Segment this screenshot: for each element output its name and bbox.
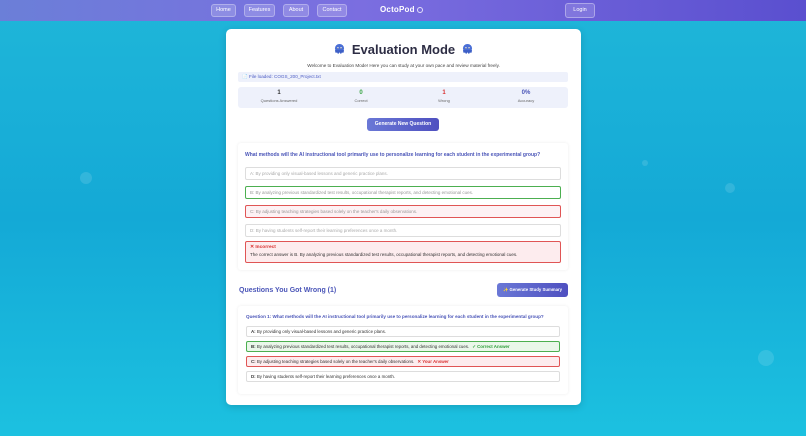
background-bubble (758, 350, 774, 366)
brand-logo[interactable] (380, 5, 423, 14)
page-title-text: Evaluation Mode (351, 42, 456, 57)
octopus-icon (333, 43, 346, 56)
feedback-text: The correct answer is B. By analyzing previous standardized test results, occupational therapist reports, and detecting emotional cues. (250, 252, 518, 257)
nav-contact-button[interactable]: Contact (317, 4, 347, 17)
stat-wrong (403, 90, 485, 103)
correct-answer-tag: ✓ Correct Answer (472, 344, 510, 349)
top-navbar (0, 0, 806, 21)
login-button[interactable]: Login (565, 3, 595, 18)
answer-option-b[interactable]: B: By analyzing previous standardized test results, occupational therapist reports, and detecting emotional cues. (245, 186, 561, 199)
nav-features-button[interactable]: Features (244, 4, 275, 17)
review-option-b (246, 341, 560, 352)
background-bubble (642, 160, 648, 166)
page-subtitle: Welcome to Evaluation Mode! Here you can study at your own pace and review material freely. (307, 63, 500, 68)
wrong-question-review (238, 306, 568, 394)
evaluation-card (226, 29, 581, 405)
question-box (238, 143, 568, 270)
generate-question-button[interactable]: Generate New Question (367, 118, 439, 131)
stat-value: 1 (277, 90, 281, 96)
stat-value: 0 (359, 90, 363, 96)
question-text: What methods will the AI instructional tool primarily use to personalize learning for each student in the experimental group? (245, 152, 541, 158)
stat-correct (320, 90, 402, 103)
review-option-c (246, 356, 560, 367)
stat-label: Questions Answered (260, 98, 298, 103)
your-answer-tag: ✕ Your Answer (417, 359, 449, 364)
octopus-logo-icon (417, 7, 423, 13)
option-text: By providing only visual-based lessons and generic practice plans. (256, 329, 386, 334)
stat-questions-answered (238, 90, 320, 103)
background-bubble (725, 183, 735, 193)
wrong-questions-heading: Questions You Got Wrong (1) (239, 287, 337, 294)
feedback-title: ✕ Incorrect (250, 245, 276, 250)
answer-option-d[interactable]: D: By having students self-report their learning preferences once a month. (245, 224, 561, 237)
option-text: By analyzing previous standardized test results, occupational therapist reports, and detecting emotional cues. (256, 344, 470, 349)
option-text: By adjusting teaching strategies based solely on the teacher's daily observations. (256, 359, 415, 364)
review-question-text: Question 1: What methods will the AI instructional tool primarily use to personalize learning for each student in the experimental group? (246, 314, 544, 319)
option-letter: D: (251, 374, 256, 379)
page-title (226, 42, 581, 57)
generate-study-summary-button[interactable]: ✨ Generate Study Summary (497, 283, 568, 297)
stat-label: Wrong (438, 98, 450, 103)
stat-label: Correct (354, 98, 368, 103)
option-text: By having students self-report their learning preferences once a month. (256, 374, 396, 379)
option-letter: B: (251, 344, 256, 349)
review-option-a (246, 326, 560, 337)
option-letter: C: (251, 359, 256, 364)
brand-name: OctoPod (380, 5, 415, 14)
octopus-icon (461, 43, 474, 56)
option-letter: A: (251, 329, 256, 334)
nav-home-button[interactable]: Home (211, 4, 236, 17)
review-option-d (246, 371, 560, 382)
stat-value: 0% (521, 90, 531, 96)
feedback-box (245, 241, 561, 263)
answer-option-c[interactable]: C: By adjusting teaching strategies based solely on the teacher's daily observations. (245, 205, 561, 218)
stats-panel (238, 87, 568, 108)
answer-option-a[interactable]: A: By providing only visual-based lessons and generic practice plans. (245, 167, 561, 180)
nav-about-button[interactable]: About (283, 4, 309, 17)
file-loaded-indicator: 📄 File loaded: COGS_200_Project.txt (238, 72, 568, 82)
stat-accuracy (485, 90, 567, 103)
stat-value: 1 (442, 90, 446, 96)
background-bubble (80, 172, 92, 184)
stat-label: Accuracy (517, 98, 535, 103)
